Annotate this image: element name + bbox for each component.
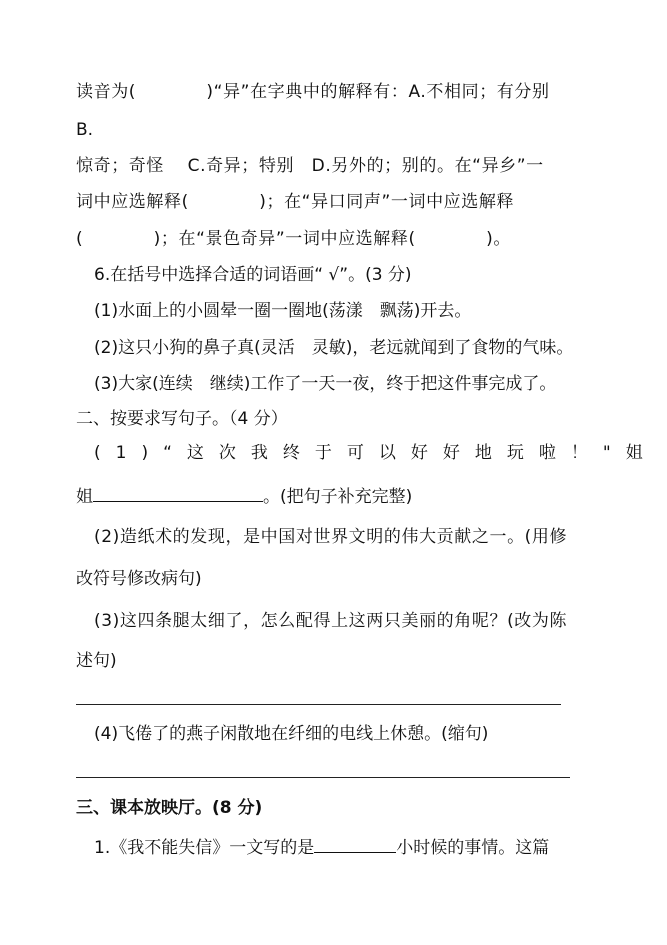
text-line: 读音为( )“异”在字典中的解释有：A.不相同；有分别 (76, 82, 550, 102)
section-2-item: (1)“这次我终于可以好好地玩啦！"姐 (94, 443, 658, 463)
section-2-item: 述句) (76, 651, 117, 671)
section-2-item: (2)造纸术的发现，是中国对世界文明的伟大贡献之一。(用修 (94, 527, 568, 547)
answer-blank[interactable] (314, 836, 396, 853)
section-3-heading: 三、课本放映厅。(8 分) (76, 798, 263, 818)
text-fragment: 。(把句子补充完整) (263, 487, 413, 507)
question-6-item: (2)这只小狗的鼻子真(灵活 灵敏)，老远就闻到了食物的气味。 (94, 338, 574, 358)
answer-line[interactable] (76, 777, 570, 778)
text-fragment: 小时候的事情。这篇 (396, 838, 550, 858)
answer-blank[interactable] (93, 485, 263, 502)
section-2-item: (3)这四条腿太细了，怎么配得上这两只美丽的角呢？(改为陈 (94, 611, 568, 631)
answer-line[interactable] (76, 704, 561, 705)
text-line: 词中应选解释( )；在“异口同声”一词中应选解释 (76, 192, 515, 212)
section-2-item: 改符号修改病句) (76, 569, 202, 589)
section-2-item: (4)飞倦了的燕子闲散地在纤细的电线上休憩。(缩句) (94, 724, 489, 744)
question-6-item: (3)大家(连续 继续)工作了一天一夜，终于把这件事完成了。 (94, 374, 557, 394)
text-fragment: 姐 (76, 487, 93, 507)
text-fragment: 1.《我不能失信》一文写的是 (94, 838, 315, 858)
section-3-item (94, 836, 549, 859)
text-line: B. (76, 120, 94, 140)
question-6-heading: 6.在括号中选择合适的词语画“ √”。(3 分) (94, 265, 412, 285)
text-line: 惊奇；奇怪 C.奇异；特别 D.另外的；别的。在“异乡”一 (76, 156, 544, 176)
question-6-item: (1)水面上的小圆晕一圈一圈地(荡漾 飘荡)开去。 (94, 301, 472, 321)
section-2-item (76, 485, 412, 508)
section-2-heading: 二、按要求写句子。（4 分） (76, 409, 288, 429)
text-line: ( )；在“景色奇异”一词中应选解释( )。 (76, 229, 511, 249)
